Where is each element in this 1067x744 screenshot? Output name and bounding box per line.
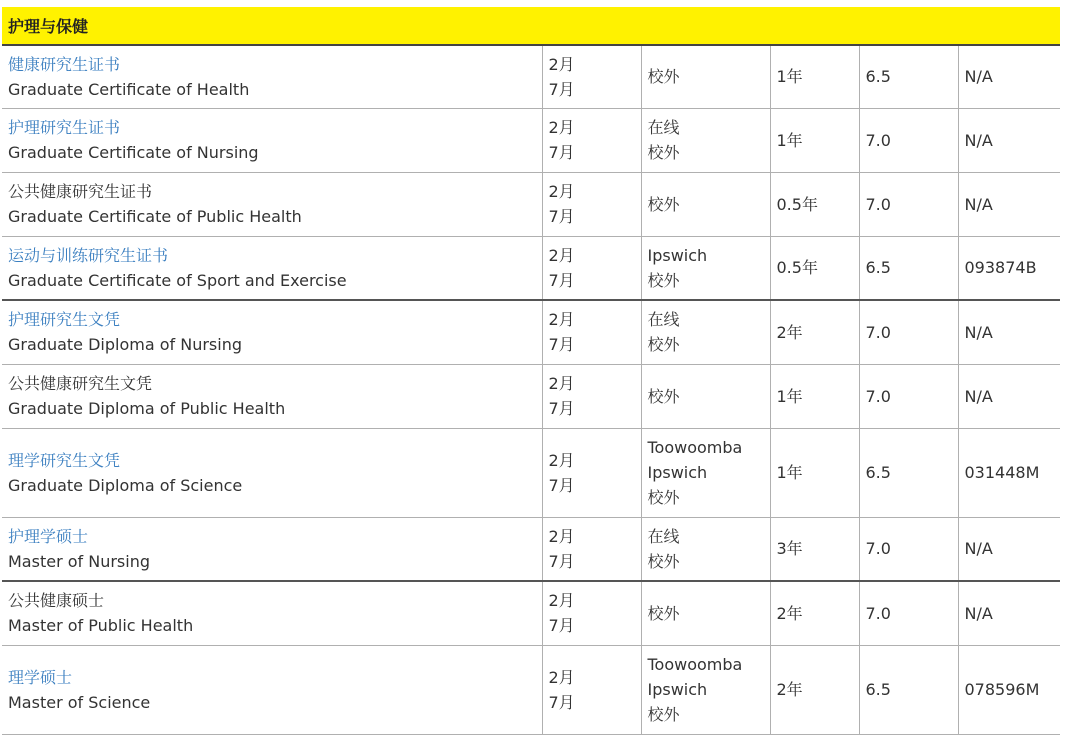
course-name-en: Graduate Diploma of Nursing bbox=[8, 335, 242, 355]
intake-month: 2月 bbox=[548, 450, 575, 470]
study-mode: 在线 bbox=[647, 310, 680, 330]
course-row bbox=[2, 300, 1060, 364]
cricos-code-cell: N/A bbox=[958, 172, 1060, 236]
course-name-en: Graduate Certificate of Health bbox=[8, 79, 250, 99]
intake-month: 2月 bbox=[548, 245, 575, 265]
course-name-cell bbox=[2, 645, 542, 734]
intake-month: 2月 bbox=[548, 310, 575, 330]
study-mode: 在线 bbox=[647, 118, 680, 137]
study-mode: 校外 bbox=[647, 270, 680, 290]
intake-cell bbox=[542, 364, 641, 428]
study-mode-cell bbox=[641, 108, 770, 172]
cricos-code-cell: N/A bbox=[958, 300, 1060, 364]
course-name-cell bbox=[2, 45, 542, 108]
ielts-cell: 7.0 bbox=[859, 108, 958, 172]
study-mode: 在线 bbox=[647, 526, 680, 546]
intake-month: 7月 bbox=[548, 399, 575, 418]
intake-month: 7月 bbox=[548, 475, 575, 495]
ielts-cell: 7.0 bbox=[859, 581, 958, 645]
duration-cell: 1年 bbox=[770, 45, 859, 108]
cricos-code-cell: N/A bbox=[958, 108, 1060, 172]
study-mode-cell bbox=[641, 517, 770, 581]
study-mode-cell bbox=[641, 236, 770, 300]
course-name-cn-link[interactable]: 理学研究生文凭 bbox=[8, 450, 121, 470]
course-name-cell bbox=[2, 236, 542, 300]
ielts-cell: 6.5 bbox=[859, 45, 958, 108]
duration-cell: 2年 bbox=[770, 581, 859, 645]
intake-month: 7月 bbox=[548, 335, 575, 355]
cricos-code-cell: N/A bbox=[958, 517, 1060, 581]
duration-cell: 2年 bbox=[770, 300, 859, 364]
intake-month: 2月 bbox=[548, 54, 575, 74]
cricos-code-cell: 078596M bbox=[958, 645, 1060, 734]
course-row bbox=[2, 645, 1060, 734]
course-name-cn-link[interactable]: 健康研究生证书 bbox=[8, 54, 121, 74]
intake-month: 7月 bbox=[548, 79, 575, 99]
course-name-en: Master of Public Health bbox=[8, 616, 194, 636]
intake-month: 2月 bbox=[548, 591, 575, 611]
duration-cell: 0.5年 bbox=[770, 172, 859, 236]
study-mode: 校外 bbox=[647, 386, 680, 406]
course-row bbox=[2, 364, 1060, 428]
intake-month: 2月 bbox=[548, 667, 575, 687]
intake-month: 2月 bbox=[548, 374, 575, 393]
study-mode: Toowoomba bbox=[647, 655, 743, 674]
study-mode-cell bbox=[641, 45, 770, 108]
course-name-cell bbox=[2, 517, 542, 581]
ielts-cell: 7.0 bbox=[859, 517, 958, 581]
course-name-cn: 公共健康研究生文凭 bbox=[8, 374, 153, 393]
course-row bbox=[2, 236, 1060, 300]
ielts-cell: 6.5 bbox=[859, 236, 958, 300]
ielts-cell: 7.0 bbox=[859, 172, 958, 236]
duration-cell: 0.5年 bbox=[770, 236, 859, 300]
intake-cell bbox=[542, 581, 641, 645]
intake-month: 7月 bbox=[548, 551, 575, 571]
course-row bbox=[2, 172, 1060, 236]
course-name-en: Master of Nursing bbox=[8, 551, 150, 571]
study-mode: 校外 bbox=[647, 488, 680, 507]
intake-month: 7月 bbox=[548, 616, 575, 636]
ielts-cell: 6.5 bbox=[859, 428, 958, 517]
study-mode-cell bbox=[641, 581, 770, 645]
course-name-cn: 公共健康硕士 bbox=[8, 591, 105, 611]
course-name-cn-link[interactable]: 运动与训练研究生证书 bbox=[8, 245, 169, 265]
course-row bbox=[2, 428, 1060, 517]
course-row bbox=[2, 45, 1060, 108]
intake-cell bbox=[542, 428, 641, 517]
ielts-cell: 7.0 bbox=[859, 300, 958, 364]
intake-cell bbox=[542, 517, 641, 581]
course-name-cell bbox=[2, 108, 542, 172]
study-mode: 校外 bbox=[647, 143, 680, 162]
study-mode-cell bbox=[641, 428, 770, 517]
course-table bbox=[2, 7, 1060, 735]
study-mode-cell bbox=[641, 645, 770, 734]
ielts-cell: 6.5 bbox=[859, 645, 958, 734]
study-mode: Ipswich bbox=[647, 463, 708, 482]
course-name-cell bbox=[2, 428, 542, 517]
study-mode: Ipswich bbox=[647, 680, 708, 699]
cricos-code-cell: 093874B bbox=[958, 236, 1060, 300]
study-mode: 校外 bbox=[647, 551, 680, 571]
cricos-code-cell: N/A bbox=[958, 581, 1060, 645]
study-mode: 校外 bbox=[647, 335, 680, 355]
course-name-cn-link[interactable]: 护理研究生证书 bbox=[8, 118, 121, 137]
intake-cell bbox=[542, 45, 641, 108]
course-name-cn-link[interactable]: 理学硕士 bbox=[8, 667, 73, 687]
course-name-en: Graduate Diploma of Science bbox=[8, 475, 243, 495]
study-mode: 校外 bbox=[647, 603, 680, 623]
study-mode: 校外 bbox=[647, 705, 680, 724]
intake-cell bbox=[542, 645, 641, 734]
course-table-wrapper bbox=[2, 7, 1060, 735]
course-row bbox=[2, 517, 1060, 581]
course-name-cell bbox=[2, 364, 542, 428]
cricos-code-cell: 031448M bbox=[958, 428, 1060, 517]
intake-month: 7月 bbox=[548, 692, 575, 712]
intake-month: 7月 bbox=[548, 270, 575, 290]
study-mode-cell bbox=[641, 300, 770, 364]
intake-cell bbox=[542, 300, 641, 364]
intake-month: 2月 bbox=[548, 526, 575, 546]
course-name-en: Graduate Certificate of Sport and Exercise bbox=[8, 270, 347, 290]
course-row bbox=[2, 581, 1060, 645]
intake-cell bbox=[542, 172, 641, 236]
course-name-en: Graduate Diploma of Public Health bbox=[8, 399, 286, 418]
course-name-cell bbox=[2, 581, 542, 645]
duration-cell: 1年 bbox=[770, 428, 859, 517]
cricos-code-cell: N/A bbox=[958, 364, 1060, 428]
study-mode: Toowoomba bbox=[647, 438, 743, 457]
course-name-en: Graduate Certificate of Public Health bbox=[8, 207, 302, 226]
cricos-code-cell: N/A bbox=[958, 45, 1060, 108]
intake-cell bbox=[542, 236, 641, 300]
course-name-cell bbox=[2, 300, 542, 364]
ielts-cell: 7.0 bbox=[859, 364, 958, 428]
duration-cell: 3年 bbox=[770, 517, 859, 581]
course-name-en: Graduate Certificate of Nursing bbox=[8, 143, 259, 162]
study-mode-cell bbox=[641, 364, 770, 428]
duration-cell: 1年 bbox=[770, 364, 859, 428]
course-row bbox=[2, 108, 1060, 172]
course-name-cell bbox=[2, 172, 542, 236]
course-name-cn-link[interactable]: 护理研究生文凭 bbox=[8, 310, 121, 330]
intake-month: 7月 bbox=[548, 207, 575, 226]
intake-cell bbox=[542, 108, 641, 172]
intake-month: 7月 bbox=[548, 143, 575, 162]
course-name-cn-link[interactable]: 护理学硕士 bbox=[8, 526, 89, 546]
section-header-row bbox=[2, 7, 1060, 45]
section-title: 护理与保健 bbox=[2, 7, 1060, 45]
duration-cell: 2年 bbox=[770, 645, 859, 734]
course-name-en: Master of Science bbox=[8, 692, 151, 712]
course-name-cn: 公共健康研究生证书 bbox=[8, 182, 153, 201]
duration-cell: 1年 bbox=[770, 108, 859, 172]
study-mode: Ipswich bbox=[647, 245, 708, 265]
study-mode: 校外 bbox=[647, 67, 680, 87]
study-mode-cell bbox=[641, 172, 770, 236]
intake-month: 2月 bbox=[548, 118, 575, 137]
study-mode: 校外 bbox=[647, 194, 680, 214]
intake-month: 2月 bbox=[548, 182, 575, 201]
course-rows bbox=[2, 45, 1060, 734]
